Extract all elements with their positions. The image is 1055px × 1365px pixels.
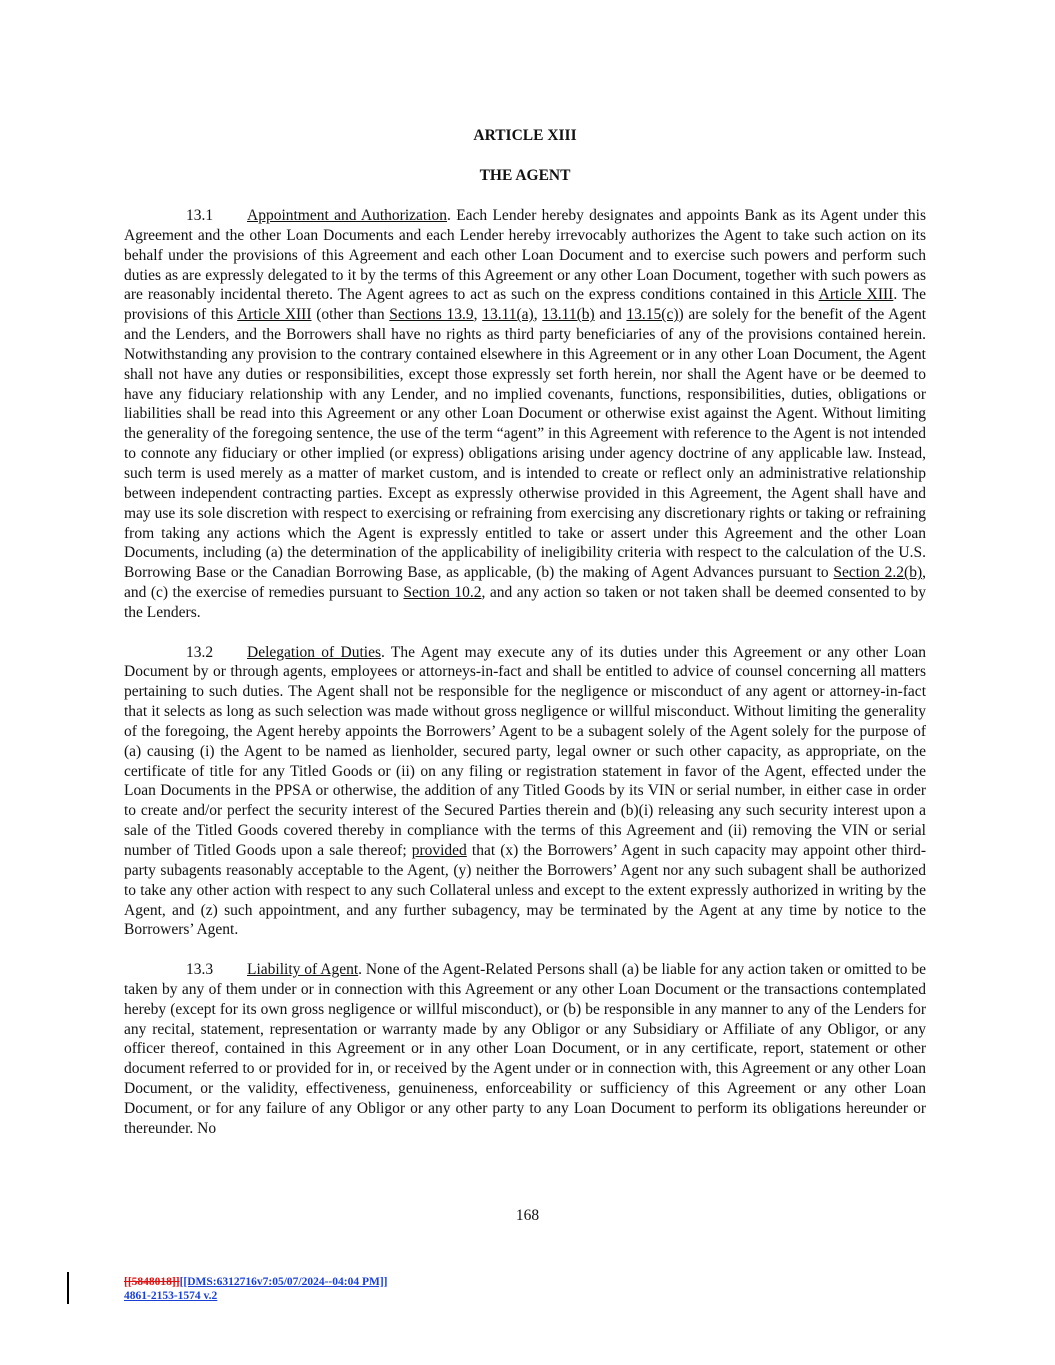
cross-reference: Sections 13.9 — [389, 306, 474, 324]
section-text: . The provisions of this — [124, 286, 926, 324]
section-text: that (x) the Borrowers’ Agent in such capacity may appoint other third-party subagents reasonably acceptable to the Agent, (y) neither the Borrowers’ Agent nor any such subagent shall be authorized to take any other action with respect to any such Collateral unless and except to the extent expressly authorized in writing by the Agent, and (z) such appointment, and any further subagency, may be terminated by the Agent at any time by notice to the Borrowers’ Agent. — [124, 842, 926, 939]
section-text: . None of the Agent-Related Persons shall (a) be liable for any action taken or omitted to be taken by any of them under or in connection with this Agreement or any other Loan Document or the transactions contemplated hereby (except for its own gross negligence or willful misconduct), or (b) be responsible in any manner to any of the Lenders for any recital, statement, representation or warranty made by any Obligor or any Subsidiary or Affiliate of any Obligor, or any officer thereof, contained in this Agreement or in any other Loan Document, or in any certificate, report, statement or other document referred to or provided for in, or received by the Agent under or in connection with, this Agreement or any other Loan Document, or the validity, effectiveness, genuineness, enforceability or sufficiency of this Agreement or any other Loan Document, or for any failure of any Obligor or any other party to any Loan Document to perform its obligations hereunder or thereunder. No — [124, 961, 926, 1137]
article-number: ARTICLE XIII — [473, 127, 577, 144]
section-text: and — [594, 306, 627, 324]
section-text: . The Agent may execute any of its duties under this Agreement or any other Loan Document by or through agents, employees or attorneys-in-fact and shall be entitled to advice of counsel concerning all matters pertaining to such duties. The Agent shall not be responsible for the negligence or misconduct of any agent or attorney-in-fact that it selects as long as such selection was made without gross negligence or willful misconduct. Without limiting the generality of the foregoing, the Agent hereby appoints the Borrowers’ Agent to be a subagent solely of the Agent solely for the purpose of (a) causing (i) the Agent to be named as lienholder, secured party, legal owner or such other capacity, as appropriate, on the certificate of title for any Titled Goods or (ii) on any filing or registration statement in favor of the Agent, effected under the Loan Documents in the PPSA or otherwise, the addition of any Titled Goods by its VIN or serial number, in either case in order to create and/or perfect the security interest of the Secured Parties therein and (b)(i) releasing any such security interest upon a sale of the Titled Goods covered thereby in compliance with the terms of this Agreement and (ii) removing the VIN or serial number of Titled Goods upon a sale thereof; — [124, 643, 926, 859]
section-text: , — [533, 306, 543, 324]
section-text: , — [473, 306, 483, 324]
revision-bar — [67, 1272, 69, 1304]
cross-reference: Article XIII — [237, 306, 312, 324]
section-text: . Each Lender hereby designates and appoints Bank as its Agent under this Agreement and the other Loan Documents and each Lender hereby irrevocably authorizes the Agent to take such action on its behalf under the provisions of this Agreement and each other Loan Document and to exercise such powers and perform such duties as are expressly delegated to it by the terms of this Agreement or any other Loan Document, together with such powers as are reasonably incidental thereto. The Agent agrees to act as such on the express conditions contained in this — [124, 207, 926, 304]
section-text: (other than — [311, 306, 390, 324]
section-number: 13.3 — [186, 961, 214, 979]
proviso-term: provided — [411, 842, 467, 859]
section-text: ) are solely for the benefit of the Agent and the Lenders, and the Borrowers shall have no rights as third party beneficiaries of any of the provisions contained herein. Notwithstanding any provision to the contrary contained elsewhere in this Agreement or in any other Loan Document, the Agent shall not have any duties or responsibilities, except those expressly set forth herein, nor shall the Agent have or be deemed to have any fiduciary relationship with any Lender, and no implied covenants, functions, responsibilities, duties, obligations or liabilities shall be read into this Agreement or any other Loan Document or otherwise exist against the Agent. Without limiting the generality of the foregoing sentence, the use of the term “agent” in this Agreement with reference to the Agent is not intended to connote any fiduciary or other implied (or express) obligations arising under agency doctrine of any applicable law. Instead, such term is used merely as a matter of market custom, and is intended to create or reflect only an administrative relationship between independent contracting parties. Except as expressly otherwise provided in this Agreement, the Agent shall have and may use its sole discretion with respect to exercising or refraining from exercising any discretionary rights or taking or refraining from taking any actions which the Agent is expressly entitled to take or assert under this Agreement and the other Loan Documents, including (a) the determination of the applicability of ineligibility criteria with respect to the calculation of the U.S. Borrowing Base or the Canadian Borrowing Base, as applicable, (b) the making of Agent Advances pursuant to — [124, 306, 927, 582]
section-text: , and (c) the exercise of remedies pursuant to — [124, 564, 926, 602]
page-number: 168 — [515, 1207, 540, 1224]
cross-reference: 13.11(a) — [482, 306, 534, 324]
section-heading: Liability of Agent — [247, 961, 359, 979]
deleted-doc-id: [[5848018]] — [124, 1276, 180, 1288]
cross-reference: Section 10.2 — [403, 584, 482, 602]
section-number: 13.2 — [186, 643, 214, 661]
section-heading: Appointment and Authorization — [247, 207, 448, 224]
section-13-1 — [124, 206, 926, 623]
inserted-doc-id: [[DMS:6312716v7:05/07/2024--04:04 PM]] — [179, 1276, 388, 1288]
doc-reference: 4861-2153-1574 v.2 — [124, 1290, 218, 1302]
section-13-3 — [124, 960, 926, 1139]
document-page — [124, 124, 926, 1159]
cross-reference: 13.15(c) — [626, 306, 679, 324]
section-13-2 — [124, 643, 926, 941]
section-text: , and any action so taken or not taken shall be deemed consented to by the Lenders. — [124, 584, 926, 621]
cross-reference: 13.11(b) — [542, 306, 595, 324]
section-number: 13.1 — [186, 207, 214, 224]
cross-reference: Section 2.2(b) — [833, 564, 923, 582]
document-footer — [124, 1275, 388, 1303]
section-heading: Delegation of Duties — [247, 643, 381, 661]
article-title: THE AGENT — [479, 167, 571, 184]
cross-reference: Article XIII — [818, 286, 894, 304]
